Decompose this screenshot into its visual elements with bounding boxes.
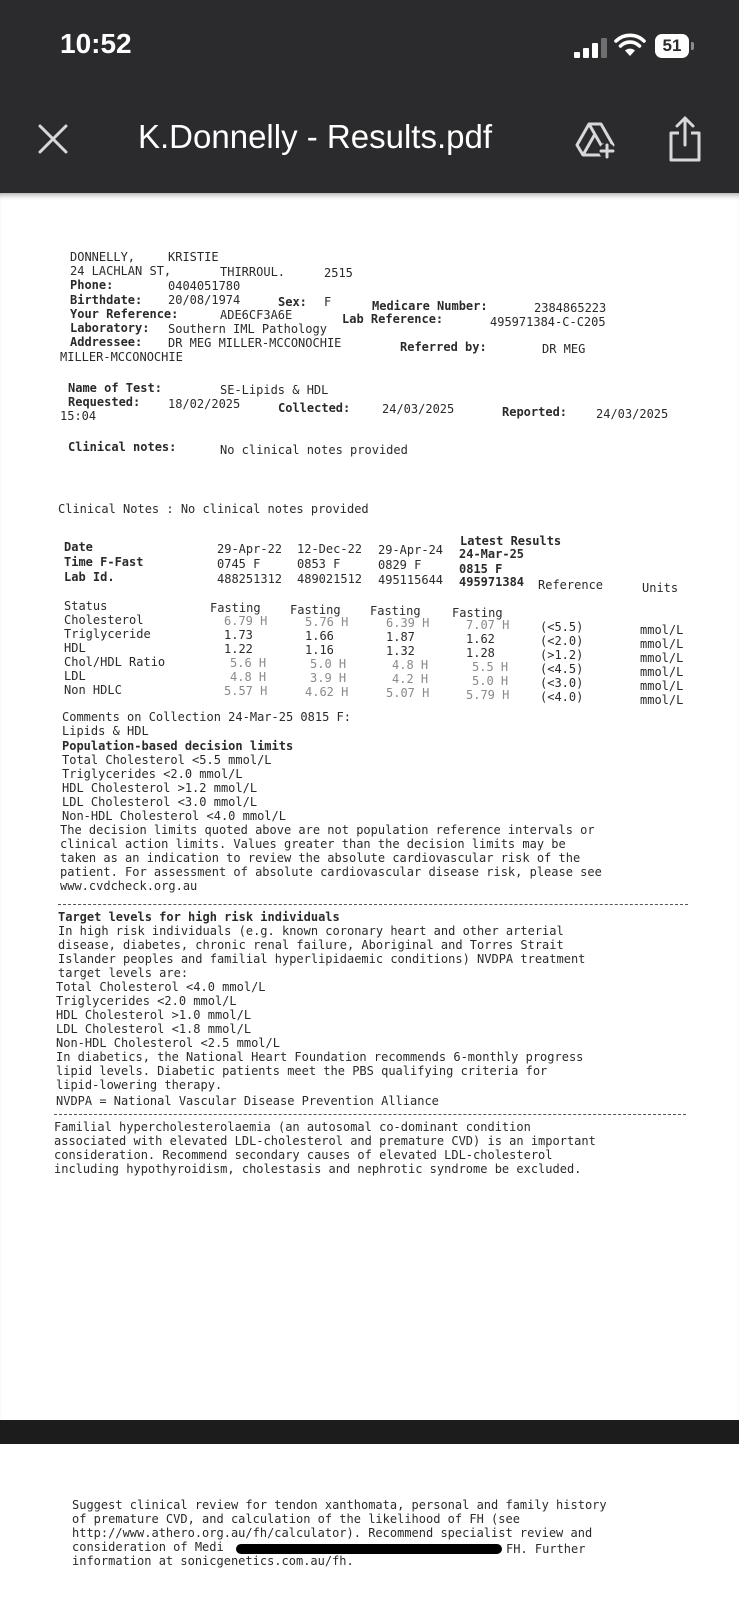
- test-label-triglyceride: Triglyceride: [64, 627, 151, 641]
- col3-labid: 495115644: [378, 573, 444, 587]
- result-value: 4.8 H: [392, 658, 429, 672]
- target-line: Total Cholesterol <4.0 mmol/L: [56, 980, 266, 994]
- col1-time: 0745 F: [217, 557, 261, 571]
- sex-label: Sex:: [278, 295, 307, 309]
- result-value: 1.32: [386, 644, 415, 658]
- target-levels-title: Target levels for high risk individuals: [58, 910, 340, 924]
- result-value: 4.8 H: [230, 670, 267, 684]
- result-value: 6.39 H: [386, 616, 430, 630]
- target-line: HDL Cholesterol >1.0 mmol/L: [56, 1008, 252, 1022]
- col4-time: 0815 F: [459, 562, 503, 576]
- collected-date: 24/03/2025: [382, 402, 455, 416]
- result-value: 5.5 H: [472, 660, 509, 674]
- units-value: mmol/L: [640, 693, 684, 707]
- requested-time: 15:04: [60, 409, 97, 423]
- target-line: lipid levels. Diabetic patients meet the PBS qualifying criteria for: [56, 1064, 548, 1078]
- reference-value: (>1.2): [540, 648, 584, 662]
- result-value: 4.62 H: [305, 685, 349, 699]
- target-line: In diabetics, the National Heart Foundation recommends 6-monthly progress: [56, 1050, 584, 1064]
- patient-first-name: KRISTIE: [168, 250, 219, 264]
- units-value: mmol/L: [640, 679, 684, 693]
- col1-date: 29-Apr-22: [217, 542, 283, 556]
- clinical-notes-line: Clinical Notes : No clinical notes provided: [58, 502, 369, 516]
- result-value: 5.0 H: [310, 657, 347, 671]
- clinical-notes-label: Clinical notes:: [68, 440, 177, 454]
- target-line: lipid-lowering therapy.: [56, 1078, 223, 1092]
- row-label-date: Date: [64, 540, 93, 554]
- target-line: In high risk individuals (e.g. known coronary heart and other arterial: [58, 924, 564, 938]
- result-value: 7.07 H: [466, 618, 510, 632]
- units-value: mmol/L: [640, 665, 684, 679]
- test-label-non-hdlc: Non HDLC: [64, 683, 122, 697]
- result-value: 5.07 H: [386, 686, 430, 700]
- result-value: 5.57 H: [224, 684, 268, 698]
- reference-value: (<5.5): [540, 620, 584, 634]
- medicare-number: 2384865223: [534, 301, 607, 315]
- patient-birthdate: 20/08/1974: [168, 293, 241, 307]
- status-time: 10:52: [60, 28, 132, 59]
- page2-line: http://www.athero.org.au/fh/calculator). Recommend specialist review and: [72, 1526, 593, 1540]
- test-label-ldl: LDL: [64, 669, 86, 683]
- reference-header: Reference: [538, 578, 604, 592]
- population-line: patient. For assessment of absolute cardiovascular disease risk, please see: [60, 865, 602, 879]
- target-line: disease, diabetes, chronic renal failure, Aboriginal and Torres Strait: [58, 938, 564, 952]
- target-line: NVDPA = National Vascular Disease Prevention Alliance: [56, 1094, 439, 1108]
- reference-value: (<2.0): [540, 634, 584, 648]
- battery-icon: [655, 34, 695, 58]
- share-icon[interactable]: [668, 115, 702, 163]
- patient-suburb: THIRROUL.: [220, 265, 286, 279]
- fh-line: including hypothyroidism, cholestasis and nephrotic syndrome be excluded.: [54, 1162, 582, 1176]
- patient-sex: F: [324, 295, 332, 309]
- your-reference-label: Your Reference:: [70, 307, 179, 321]
- col1-labid: 488251312: [217, 572, 283, 586]
- reported-date: 24/03/2025: [596, 407, 669, 421]
- test-name-label: Name of Test:: [68, 381, 162, 395]
- document-title: K.Donnelly - Results.pdf: [138, 118, 492, 155]
- signal-icon: [574, 36, 608, 58]
- page2-line: consideration of Medi: [72, 1540, 224, 1554]
- col3-time: 0829 F: [378, 558, 422, 572]
- result-value: 1.16: [305, 643, 334, 657]
- col2-status: Fasting: [290, 603, 341, 617]
- page2-line: Suggest clinical review for tendon xanthomata, personal and family history: [72, 1498, 607, 1512]
- reference-value: (<3.0): [540, 676, 584, 690]
- page2-line: of premature CVD, and calculation of the likelihood of FH (see: [72, 1512, 520, 1526]
- result-value: 4.2 H: [392, 672, 429, 686]
- patient-postcode: 2515: [324, 266, 353, 280]
- result-value: 5.6 H: [230, 656, 267, 670]
- viewer-header: [0, 0, 739, 193]
- patient-last-name: DONNELLY,: [70, 250, 136, 264]
- row-label-labid: Lab Id.: [64, 570, 115, 584]
- battery-level: 51: [662, 36, 682, 55]
- divider: [58, 904, 688, 905]
- population-limits-title: Population-based decision limits: [62, 739, 294, 753]
- referred-by: DR MEG: [542, 342, 586, 356]
- target-line: Non-HDL Cholesterol <2.5 mmol/L: [56, 1036, 280, 1050]
- fh-line: Familial hypercholesterolaemia (an autosomal co-dominant condition: [54, 1120, 531, 1134]
- population-line: www.cvdcheck.org.au: [60, 879, 198, 893]
- page-break: [0, 1420, 739, 1444]
- medicare-label: Medicare Number:: [372, 299, 488, 313]
- patient-street: 24 LACHLAN ST,: [70, 264, 172, 278]
- laboratory-label: Laboratory:: [70, 321, 150, 335]
- phone-label: Phone:: [70, 278, 114, 292]
- result-value: 5.0 H: [472, 674, 509, 688]
- fh-line: consideration. Recommend secondary causes of elevated LDL-cholesterol: [54, 1148, 553, 1162]
- result-value: 3.9 H: [310, 671, 347, 685]
- col2-date: 12-Dec-22: [297, 542, 363, 556]
- page2-line: information at sonicgenetics.com.au/fh.: [72, 1554, 354, 1568]
- page2-line: FH. Further: [506, 1542, 586, 1556]
- col3-date: 29-Apr-24: [378, 543, 444, 557]
- reference-value: (<4.0): [540, 690, 584, 704]
- population-line: HDL Cholesterol >1.2 mmol/L: [62, 781, 258, 795]
- population-line: The decision limits quoted above are not population reference intervals or: [60, 823, 595, 837]
- lab-reference-label: Lab Reference:: [342, 312, 444, 326]
- units-value: mmol/L: [640, 623, 684, 637]
- target-line: target levels are:: [58, 966, 189, 980]
- target-line: Triglycerides <2.0 mmol/L: [56, 994, 237, 1008]
- status-label: Status: [64, 599, 108, 613]
- result-value: 1.87: [386, 630, 415, 644]
- clinical-notes: No clinical notes provided: [220, 443, 408, 457]
- redaction-mark: [236, 1544, 502, 1554]
- laboratory: Southern IML Pathology: [168, 322, 327, 336]
- test-label-hdl: HDL: [64, 641, 86, 655]
- population-line: Non-HDL Cholesterol <4.0 mmol/L: [62, 809, 286, 823]
- row-label-time: Time F-Fast: [64, 555, 144, 569]
- addressee-label: Addressee:: [70, 335, 143, 349]
- addressee: DR MEG MILLER-MCCONOCHIE: [168, 336, 342, 350]
- target-line: Islander peoples and familial hyperlipidaemic conditions) NVDPA treatment: [58, 952, 586, 966]
- population-line: clinical action limits. Values greater than the decision limits may be: [60, 837, 566, 851]
- target-line: LDL Cholesterol <1.8 mmol/L: [56, 1022, 252, 1036]
- population-line: Total Cholesterol <5.5 mmol/L: [62, 753, 272, 767]
- population-line: taken as an indication to review the absolute cardiovascular risk of the: [60, 851, 581, 865]
- addressee-continued: MILLER-MCCONOCHIE: [60, 350, 183, 364]
- birthdate-label: Birthdate:: [70, 293, 143, 307]
- fh-line: associated with elevated LDL-cholesterol and premature CVD) is an important: [54, 1134, 596, 1148]
- your-reference: ADE6CF3A6E: [220, 308, 293, 322]
- units-header: Units: [642, 581, 679, 595]
- comments-heading: Comments on Collection 24-Mar-25 0815 F:: [62, 710, 351, 724]
- population-line: Triglycerides <2.0 mmol/L: [62, 767, 243, 781]
- test-label-cholesterol: Cholesterol: [64, 613, 144, 627]
- test-name: SE-Lipids & HDL: [220, 383, 329, 397]
- add-to-drive-icon[interactable]: [574, 118, 618, 162]
- test-label-chol-hdl-ratio: Chol/HDL Ratio: [64, 655, 166, 669]
- result-value: 6.79 H: [224, 614, 268, 628]
- col3-status: Fasting: [370, 604, 421, 618]
- col2-time: 0853 F: [297, 557, 341, 571]
- result-value: 1.66: [305, 629, 334, 643]
- col4-labid: 495971384: [459, 575, 525, 589]
- result-value: 1.28: [466, 646, 495, 660]
- patient-phone: 0404051780: [168, 279, 241, 293]
- close-icon[interactable]: [36, 122, 70, 156]
- requested-label: Requested:: [68, 395, 141, 409]
- result-value: 5.76 H: [305, 615, 349, 629]
- requested-date: 18/02/2025: [168, 397, 241, 411]
- col2-labid: 489021512: [297, 572, 363, 586]
- col4-date: 24-Mar-25: [459, 547, 525, 561]
- reference-value: (<4.5): [540, 662, 584, 676]
- lab-reference: 495971384-C-C205: [490, 315, 606, 329]
- col1-status: Fasting: [210, 601, 261, 615]
- result-value: 1.62: [466, 632, 495, 646]
- result-value: 1.73: [224, 628, 253, 642]
- comments-subheading: Lipids & HDL: [62, 724, 149, 738]
- collected-label: Collected:: [278, 401, 351, 415]
- units-value: mmol/L: [640, 637, 684, 651]
- wifi-icon: [614, 32, 646, 58]
- units-value: mmol/L: [640, 651, 684, 665]
- reported-label: Reported:: [502, 405, 568, 419]
- referred-by-label: Referred by:: [400, 340, 487, 354]
- col4-status: Fasting: [452, 606, 503, 620]
- divider: [54, 1114, 686, 1115]
- result-value: 5.79 H: [466, 688, 510, 702]
- result-value: 1.22: [224, 642, 253, 656]
- latest-results-label: Latest Results: [460, 534, 562, 548]
- population-line: LDL Cholesterol <3.0 mmol/L: [62, 795, 258, 809]
